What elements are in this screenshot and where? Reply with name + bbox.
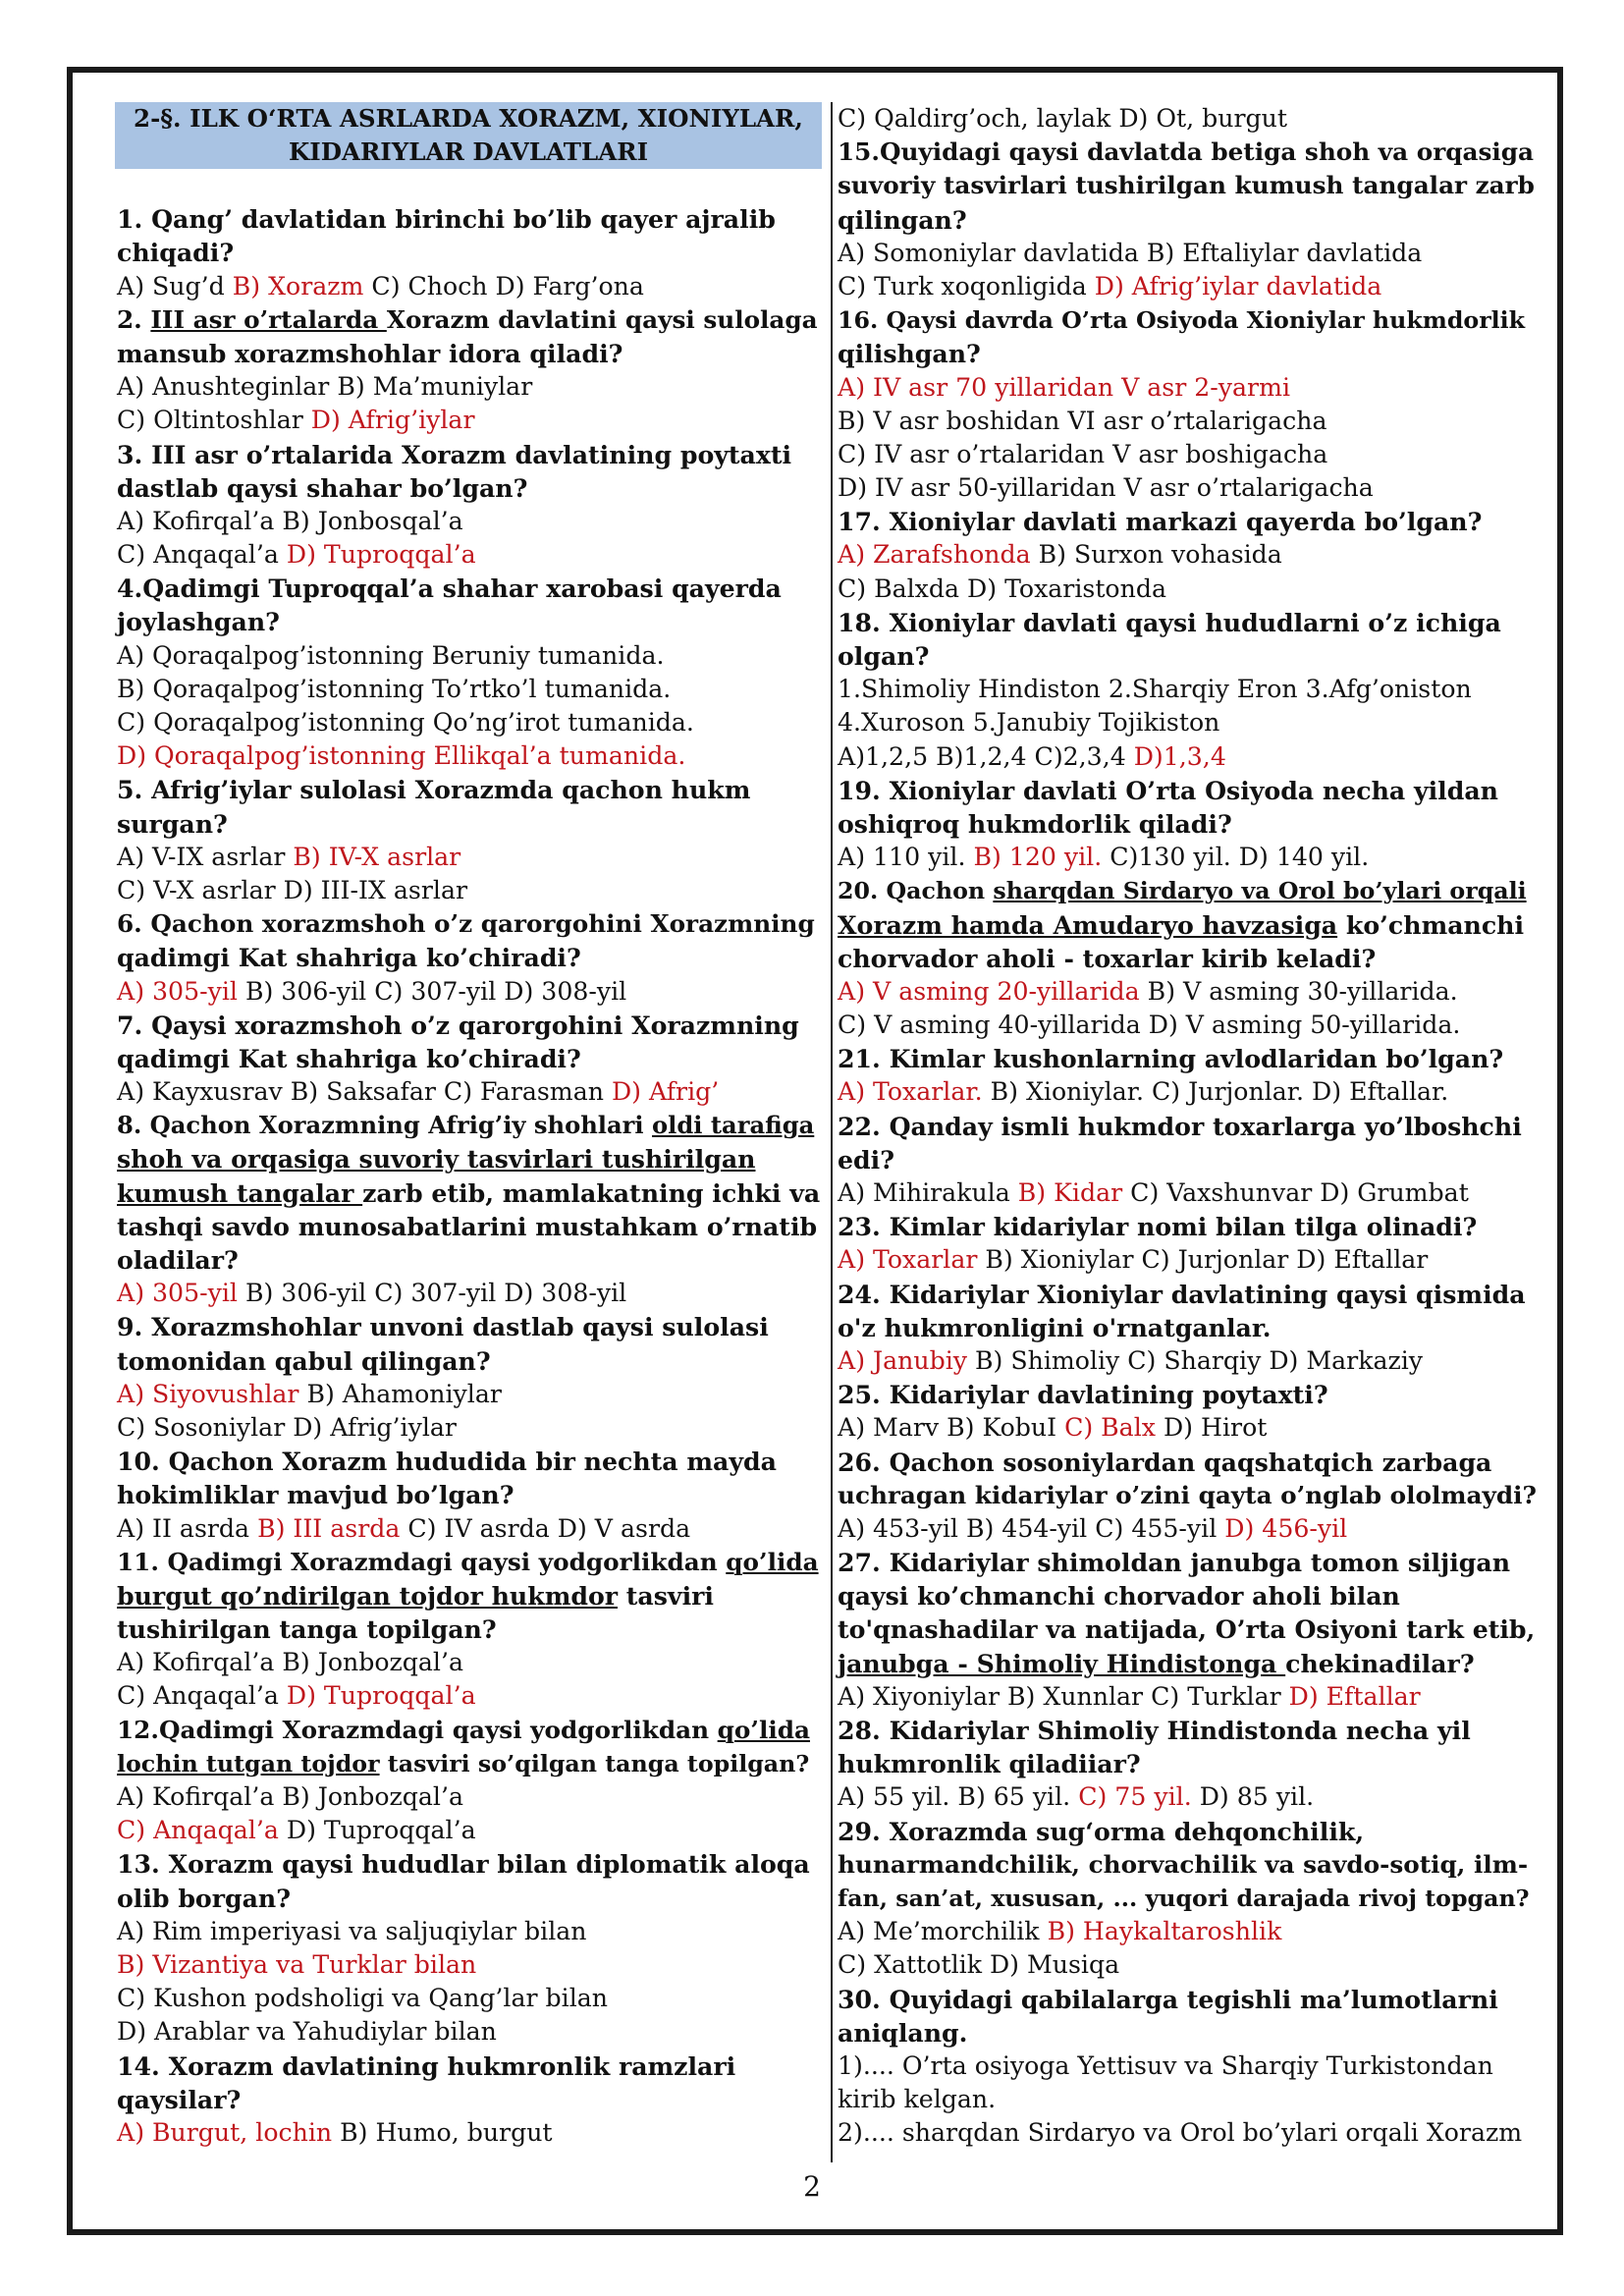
correct-option: C) 75 yil.	[1078, 1782, 1192, 1812]
question-28-text: 28. Kidariylar Shimoliy Hindistonda necha yil	[838, 1716, 1471, 1745]
question-4-text-cont: joylashgan?	[117, 607, 280, 637]
correct-option: B) III asrda	[257, 1513, 401, 1543]
question-11-options-cont: C) Anqaqal’a D) Tuproqqal’a	[117, 1681, 476, 1711]
question-29-text-cont: hunarmandchilik, chorvachilik va savdo-sotiq, ilm-	[838, 1849, 1529, 1879]
correct-option: A) Toxarlar	[838, 1245, 978, 1275]
option: C) Choch D) Farg’ona	[363, 271, 644, 301]
question-3-options: A) Kofirqal’a B) Jonbosqal’a	[117, 506, 463, 535]
question-13-option-a: A) Rim imperiyasi va saljuqiylar bilan	[117, 1916, 587, 1945]
underlined-text: lochin tutgan tojdor	[117, 1749, 380, 1777]
question-30-item-1-cont: kirib kelgan.	[838, 2085, 997, 2114]
question-7-options: A) Kayxusrav B) Saksafar C) Farasman D) Afrig’	[117, 1077, 720, 1107]
question-27-options: A) Xiyoniylar B) Xunnlar C) Turklar D) Eftallar	[838, 1681, 1421, 1711]
question-14-options-cont: C) Qaldirg’och, laylak D) Ot, burgut	[838, 104, 1287, 133]
question-10-options: A) II asrda B) III asrda C) IV asrda D) V asrda	[117, 1513, 691, 1543]
question-13-option-c: C) Kushon podsholigi va Qang’lar bilan	[117, 1984, 609, 2013]
question-29-options-cont: C) Xattotlik D) Musiqa	[838, 1950, 1120, 1980]
underlined-text: kumush tangalar	[117, 1177, 363, 1208]
question-27-text-cont-3: janubga - Shimoliy Hindistonga chekinadilar?	[838, 1648, 1475, 1678]
question-24-text-cont: o'z hukmronligini o'rnatganlar.	[838, 1312, 1272, 1342]
correct-option: D) 456-yil	[1224, 1513, 1348, 1543]
correct-option: B) 120 yil.	[973, 843, 1103, 872]
correct-option: A) Siyovushlar	[117, 1379, 299, 1408]
question-12-options: A) Kofirqal’a B) Jonbozqal’a	[117, 1782, 463, 1811]
underlined-text: oldi tarafiga	[652, 1111, 815, 1140]
question-5-text-cont: surgan?	[117, 808, 228, 839]
question-8-text: 8. Qachon Xorazmning Afrig’iy shohlari oldi tarafiga	[117, 1111, 815, 1140]
question-18-list: 1.Shimoliy Hindiston 2.Sharqiy Eron 3.Afg’oniston	[838, 675, 1472, 704]
question-6-text-cont: qadimgi Kat shahriga ko’chiradi?	[117, 943, 581, 973]
question-26-text-cont: uchragan kidariylar o’zini qayta o’nglab ololmaydi?	[838, 1480, 1537, 1509]
section-title-line-1: 2-§. ILK O‘RTA ASRLARDA XORAZM, XIONIYLAR,	[134, 104, 803, 133]
question-9-options-cont: C) Sosoniylar D) Afrig’iylar	[117, 1412, 457, 1442]
question-19-text-cont: oshiqroq hukmdorlik qiladi?	[838, 808, 1232, 839]
underlined-text: qo’lida	[717, 1715, 810, 1744]
question-29-text-cont-2: fan, san’at, xususan, ... yuqori darajada rivoj topgan?	[838, 1884, 1530, 1912]
question-2-options: A) Anushteginlar B) Ma’muniylar	[117, 372, 533, 402]
question-16-text: 16. Qaysi davrda O’rta Osiyoda Xioniylar hukmdorlik	[838, 306, 1526, 335]
question-4-option-a: A) Qoraqalpog’istonning Beruniy tumanida.	[117, 640, 665, 670]
question-15-text: 15.Quyidagi qaysi davlatda betiga shoh va orqasiga	[838, 137, 1534, 167]
correct-option: D) Afrig’iylar	[310, 406, 475, 435]
question-13-text: 13. Xorazm qaysi hududlar bilan diplomatik aloqa	[117, 1849, 810, 1880]
question-29-text: 29. Xorazmda sug‘orma dehqonchilik,	[838, 1816, 1365, 1846]
question-20-text-cont: Xorazm hamda Amudaryo havzasiga ko’chmanchi	[838, 909, 1525, 940]
question-16-option-d: D) IV asr 50-yillaridan V asr o’rtalarigacha	[838, 473, 1374, 503]
question-7-text: 7. Qaysi xorazmshoh o’z qarorgohini Xorazmning	[117, 1010, 799, 1040]
question-14-text: 14. Xorazm davlatining hukmronlik ramzlari	[117, 2050, 736, 2081]
correct-option: B) Kidar	[1017, 1178, 1123, 1207]
underlined-text: III asr o’rtalarda	[150, 304, 387, 334]
question-15-text-cont-2: qilingan?	[838, 204, 967, 235]
question-7-text-cont: qadimgi Kat shahriga ko’chiradi?	[117, 1043, 581, 1073]
question-18-options: A)1,2,5 B)1,2,4 C)2,3,4 D)1,3,4	[838, 741, 1226, 771]
question-28-text-cont: hukmronlik qiladiiar?	[838, 1749, 1141, 1779]
correct-option: A) 305-yil	[117, 976, 238, 1006]
question-2-text: 2. III asr o’rtalarda Xorazm davlatini qaysi sulolaga	[117, 304, 818, 334]
question-4-text: 4.Qadimgi Tuproqqal’a shahar xarobasi qayerda	[117, 574, 782, 604]
correct-option: D) Afrig’iylar davlatida	[1094, 271, 1382, 301]
underlined-text: janubga - Shimoliy Hindistonga	[838, 1648, 1286, 1678]
question-17-text: 17. Xioniylar davlati markazi qayerda bo’lgan?	[838, 507, 1483, 537]
question-25-text: 25. Kidariylar davlatining poytaxti?	[838, 1380, 1328, 1410]
correct-option: D) Afrig’	[611, 1077, 720, 1107]
question-1-text: 1. Qang’ davlatidan birinchi bo’lib qayer ajralib	[117, 204, 776, 235]
question-12-text: 12.Qadimgi Xorazmdagi qaysi yodgorlikdan qo’lida	[117, 1715, 810, 1744]
question-2-text-cont: mansub xorazmshohlar idora qiladi?	[117, 338, 623, 368]
question-6-options: A) 305-yil B) 306-yil C) 307-yil D) 308-yil	[117, 976, 627, 1006]
question-4-option-c: C) Qoraqalpog’istonning Qo’ng’irot tumanida.	[117, 708, 694, 737]
question-18-text: 18. Xioniylar davlati qaysi hududlarni o’z ichiga	[838, 607, 1501, 637]
underlined-text: Xorazm hamda Amudaryo havzasiga	[838, 909, 1338, 940]
correct-option: B) Haykaltaroshlik	[1047, 1917, 1282, 1946]
question-4-option-d: D) Qoraqalpog’istonning Ellikqal’a tumanida.	[117, 741, 686, 771]
correct-option: A) V asming 20-yillarida	[838, 976, 1140, 1006]
question-16-option-b: B) V asr boshidan VI asr o’rtalarigacha	[838, 406, 1327, 435]
question-5-options-cont: C) V-X asrlar D) III-IX asrlar	[117, 875, 468, 904]
question-14-text-cont: qaysilar?	[117, 2084, 242, 2114]
question-11-text: 11. Qadimgi Xorazmdagi qaysi yodgorlikdan qo’lida	[117, 1547, 819, 1576]
correct-option: B) Xorazm	[232, 271, 364, 301]
correct-option: D) Tuproqqal’a	[286, 540, 476, 570]
question-30-item-1: 1).... O’rta osiyoga Yettisuv va Sharqiy Turkistondan	[838, 2050, 1493, 2080]
question-16-option-c: C) IV asr o’rtalaridan V asr boshigacha	[838, 439, 1328, 468]
question-13-option-d: D) Arablar va Yahudiylar bilan	[117, 2017, 497, 2047]
underlined-text: qo’lida	[726, 1547, 819, 1576]
question-28-options: A) 55 yil. B) 65 yil. C) 75 yil. D) 85 yil.	[838, 1782, 1315, 1812]
correct-option: D) Eftallar	[1288, 1681, 1421, 1711]
question-8-text-cont-4: oladilar?	[117, 1245, 239, 1275]
question-20-text: 20. Qachon sharqdan Sirdaryo va Orol bo’ylari orqali	[838, 877, 1527, 905]
question-30-item-2: 2).... sharqdan Sirdaryo va Orol bo’ylari orqali Xorazm	[838, 2118, 1523, 2148]
question-8-text-cont-3: tashqi savdo munosabatlarini mustahkam o’rnatib	[117, 1211, 818, 1241]
question-11-text-cont: burgut qo’ndirilgan tojdor hukmdor tasviri	[117, 1580, 714, 1611]
left-column	[117, 102, 820, 2150]
question-13-option-b: B) Vizantiya va Turklar bilan	[117, 1949, 477, 1979]
spacer	[117, 169, 820, 202]
question-3-text: 3. III asr o’rtalarida Xorazm davlatining poytaxti	[117, 439, 792, 469]
question-10-text: 10. Qachon Xorazm hududida bir nechta mayda	[117, 1447, 777, 1477]
question-23-options: A) Toxarlar B) Xioniylar C) Jurjonlar D) Eftallar	[838, 1245, 1429, 1275]
question-9-text: 9. Xorazmshohlar unvoni dastlab qaysi sulolasi	[117, 1312, 769, 1342]
question-9-text-cont: tomonidan qabul qilingan?	[117, 1345, 491, 1376]
question-30-text-cont: aniqlang.	[838, 2017, 968, 2048]
question-24-options: A) Janubiy B) Shimoliy C) Sharqiy D) Markaziy	[838, 1345, 1424, 1375]
question-14-options: A) Burgut, lochin B) Humo, burgut	[117, 2117, 553, 2147]
question-16-text-cont: qilishgan?	[838, 339, 981, 369]
question-20-text-cont-2: chorvador aholi - toxarlar kirib keladi?	[838, 943, 1377, 973]
question-3-options-cont: C) Anqaqal’a D) Tuproqqal’a	[117, 540, 476, 570]
correct-option: D)1,3,4	[1133, 741, 1226, 771]
question-11-options: A) Kofirqal’a B) Jonbozqal’a	[117, 1648, 463, 1677]
correct-option: C) Anqaqal’a	[117, 1816, 279, 1845]
question-8-text-cont: shoh va orqasiga suvoriy tasvirlari tushirilgan	[117, 1144, 756, 1175]
question-29-options: A) Me’morchilik B) Haykaltaroshlik	[838, 1917, 1282, 1946]
correct-option: A) Toxarlar.	[838, 1077, 983, 1107]
section-title	[115, 102, 822, 169]
question-21-options: A) Toxarlar. B) Xioniylar. C) Jurjonlar. D) Eftallar.	[838, 1077, 1449, 1107]
question-15-text-cont: suvoriy tasvirlari tushirilgan kumush tangalar zarb	[838, 171, 1535, 200]
question-25-options: A) Marv B) KobuI C) Balx D) Hirot	[838, 1413, 1268, 1443]
question-20-options: A) V asming 20-yillarida B) V asming 30-yillarida.	[838, 976, 1458, 1006]
question-3-text-cont: dastlab qaysi shahar bo’lgan?	[117, 472, 528, 503]
question-19-text: 19. Xioniylar davlati O’rta Osiyoda necha yildan	[838, 775, 1498, 805]
question-22-text-cont: edi?	[838, 1144, 894, 1175]
question-19-options: A) 110 yil. B) 120 yil. C)130 yil. D) 140 yil.	[838, 843, 1370, 872]
question-9-options: A) Siyovushlar B) Ahamoniylar	[117, 1379, 502, 1408]
question-24-text: 24. Kidariylar Xioniylar davlatining qaysi qismida	[838, 1279, 1526, 1309]
correct-option: A) Zarafshonda	[838, 540, 1031, 570]
question-17-options-cont: C) Balxda D) Toxaristonda	[838, 574, 1166, 603]
question-20-options-cont: C) V asming 40-yillarida D) V asming 50-yillarida.	[838, 1011, 1461, 1040]
underlined-text: sharqdan Sirdaryo va Orol bo’ylari orqali	[993, 877, 1527, 905]
question-11-text-cont-2: tushirilgan tanga topilgan?	[117, 1614, 497, 1645]
question-12-text-cont: lochin tutgan tojdor tasviri so’qilgan tanga topilgan?	[117, 1749, 810, 1777]
question-13-text-cont: olib borgan?	[117, 1883, 292, 1913]
question-18-list-cont: 4.Xuroson 5.Janubiy Tojikiston	[838, 708, 1220, 738]
question-26-text: 26. Qachon sosoniylardan qaqshatqich zarbaga	[838, 1447, 1492, 1477]
correct-option: A) 305-yil	[117, 1279, 238, 1308]
correct-option: B) IV-X asrlar	[293, 842, 461, 871]
question-4-option-b: B) Qoraqalpog’istonning To’rtko’l tumanida.	[117, 674, 672, 703]
question-27-text-cont: qaysi ko’chmanchi chorvador aholi bilan	[838, 1581, 1400, 1612]
correct-option: C) Balx	[1064, 1413, 1156, 1443]
question-1-options	[117, 270, 820, 303]
correct-option: A) Janubiy	[838, 1345, 967, 1375]
question-27-text-cont-2: to'qnashadilar va natijada, O’rta Osiyoni tark etib,	[838, 1614, 1536, 1645]
question-15-options-cont: C) Turk xoqonligida D) Afrig’iylar davlatida	[838, 271, 1382, 301]
question-17-options: A) Zarafshonda B) Surxon vohasida	[838, 540, 1282, 570]
section-title-line-2: KIDARIYLAR DAVLATLARI	[288, 137, 649, 166]
question-10-text-cont: hokimliklar mavjud bo’lgan?	[117, 1480, 514, 1510]
question-26-options: A) 453-yil B) 454-yil C) 455-yil D) 456-yil	[838, 1513, 1348, 1543]
option: A) Sug’d	[117, 271, 233, 301]
question-15-options: A) Somoniylar davlatida B) Eftaliylar davlatida	[838, 238, 1423, 267]
question-6-text: 6. Qachon xorazmshoh o’z qarorgohini Xorazmning	[117, 909, 815, 939]
question-8-options: A) 305-yil B) 306-yil C) 307-yil D) 308-yil	[117, 1279, 627, 1308]
question-5-options: A) V-IX asrlar B) IV-X asrlar	[117, 842, 461, 871]
question-23-text: 23. Kimlar kidariylar nomi bilan tilga olinadi?	[838, 1212, 1478, 1242]
question-5-text: 5. Afrig’iylar sulolasi Xorazmda qachon hukm	[117, 775, 751, 805]
question-16-option-a: A) IV asr 70 yillaridan V asr 2-yarmi	[838, 372, 1291, 402]
correct-option: D) Tuproqqal’a	[286, 1681, 476, 1711]
question-22-text: 22. Qanday ismli hukmdor toxarlarga yo’lboshchi	[838, 1111, 1522, 1141]
question-27-text: 27. Kidariylar shimoldan janubga tomon siljigan	[838, 1548, 1511, 1578]
correct-option: A) Burgut, lochin	[117, 2117, 333, 2147]
column-divider	[831, 102, 833, 2162]
question-8-text-cont-2: kumush tangalar zarb etib, mamlakatning ichki va	[117, 1177, 821, 1208]
question-12-options-cont: C) Anqaqal’a D) Tuproqqal’a	[117, 1816, 476, 1845]
question-21-text: 21. Kimlar kushonlarning avlodlaridan bo’lgan?	[838, 1044, 1504, 1074]
page-number: 2	[803, 2170, 821, 2203]
question-30-text: 30. Quyidagi qabilalarga tegishli ma’lumotlarni	[838, 1984, 1498, 2014]
right-column	[838, 102, 1539, 2150]
question-1-text-cont: chiqadi?	[117, 238, 235, 268]
question-18-text-cont: olgan?	[838, 641, 930, 671]
question-2-options-cont: C) Oltintoshlar D) Afrig’iylar	[117, 406, 475, 435]
question-22-options: A) Mihirakula B) Kidar C) Vaxshunvar D) Grumbat	[838, 1178, 1469, 1207]
underlined-text: burgut qo’ndirilgan tojdor hukmdor	[117, 1580, 619, 1611]
